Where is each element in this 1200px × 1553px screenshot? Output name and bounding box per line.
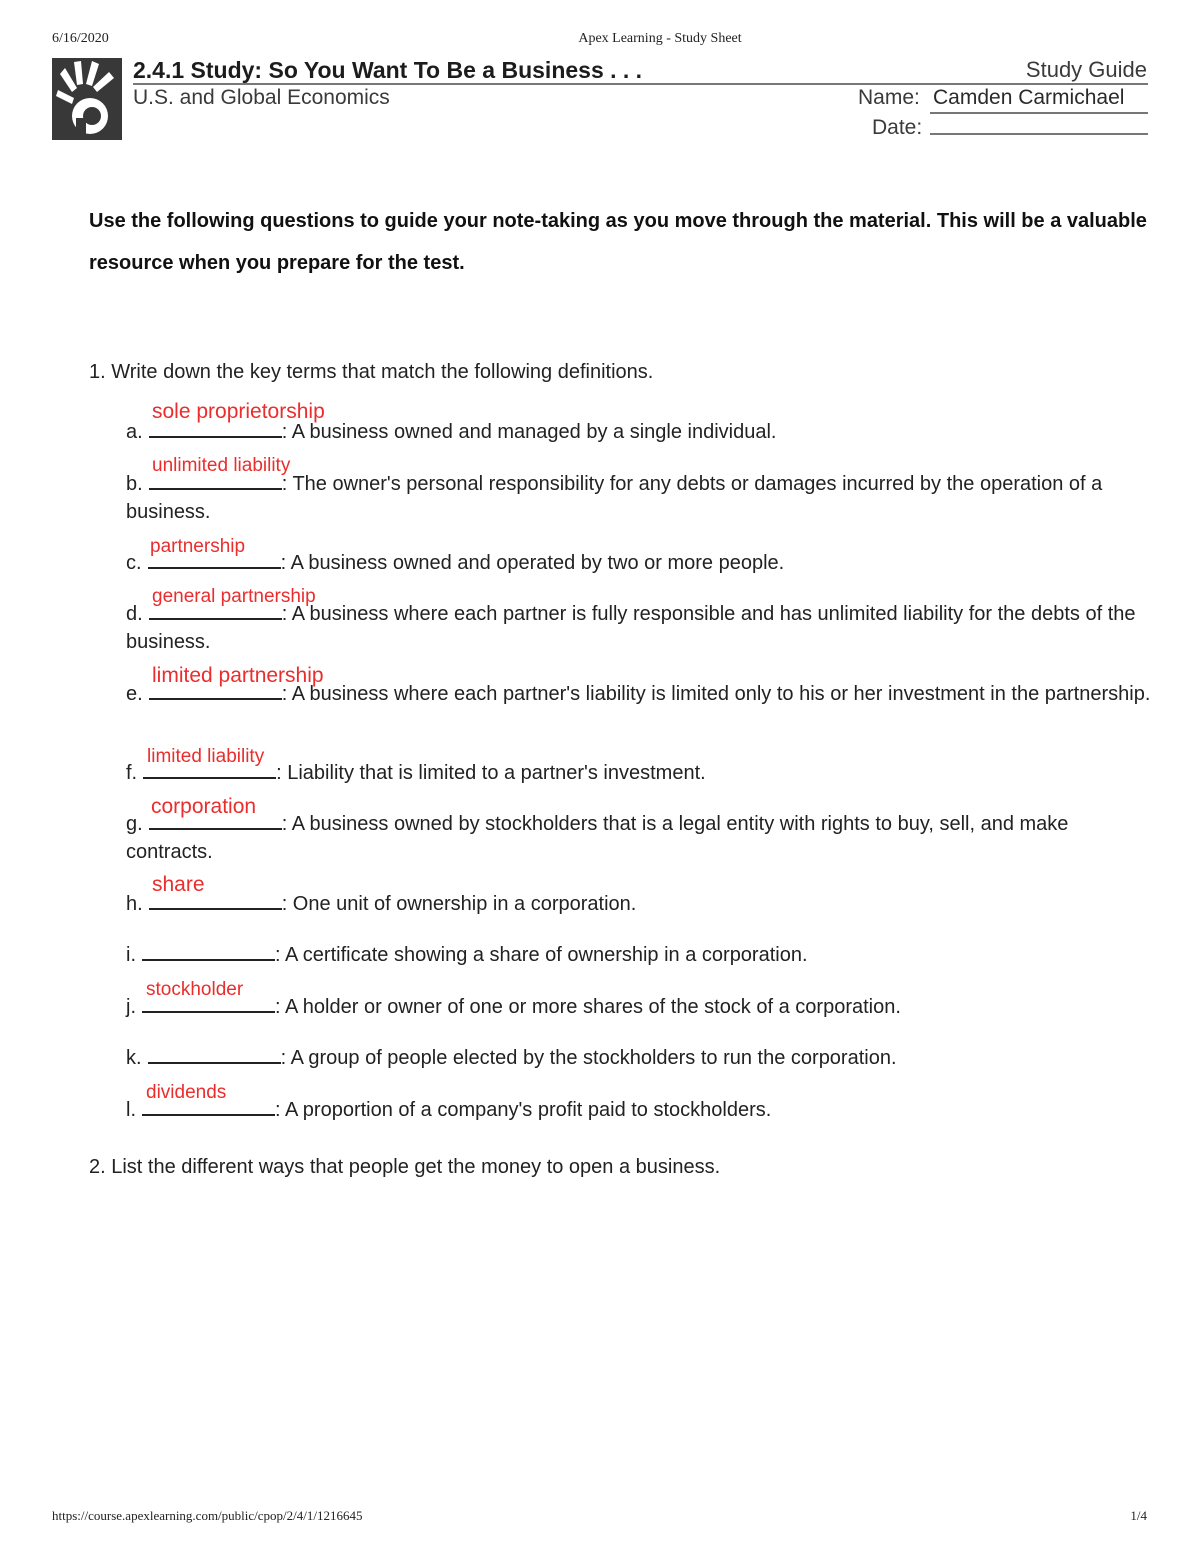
- definition-text: : A business owned and managed by a single individual.: [281, 421, 777, 443]
- definition-text: : A proportion of a company's profit paid to stockholders.: [275, 1099, 772, 1121]
- definition-text: : Liability that is limited to a partner's investment.: [276, 762, 706, 784]
- definition-text: : A business where each partner's liability is limited only to his or her investment in the partnership.: [281, 683, 1151, 705]
- title-divider: [133, 83, 1148, 85]
- answer-blank[interactable]: [149, 600, 282, 620]
- definition-text: : A holder or owner of one or more shares of the stock of a corporation.: [275, 996, 901, 1018]
- item-letter: d.: [126, 603, 143, 625]
- answer-c[interactable]: partnership: [150, 536, 246, 557]
- doc-type-label: Study Guide: [1025, 57, 1147, 82]
- item-letter: e.: [126, 683, 143, 705]
- print-title: Apex Learning - Study Sheet: [578, 31, 742, 46]
- question-1: 1. Write down the key terms that match the following definitions.: [89, 361, 654, 383]
- answer-g[interactable]: corporation: [151, 795, 257, 818]
- answer-blank[interactable]: [148, 1044, 281, 1064]
- answer-blank[interactable]: [143, 759, 276, 779]
- answer-blank[interactable]: [149, 810, 282, 830]
- item-letter: a.: [126, 421, 143, 443]
- answer-blank[interactable]: [149, 418, 282, 438]
- definition-item-g: [126, 810, 1156, 866]
- item-letter: g.: [126, 813, 143, 835]
- item-letter: f.: [126, 762, 138, 784]
- name-field-value[interactable]: Camden Carmichael: [933, 86, 1125, 109]
- definition-text: : A certificate showing a share of ownership in a corporation.: [275, 944, 808, 966]
- footer-url[interactable]: https://course.apexlearning.com/public/cpop/2/4/1/1216645: [52, 1508, 363, 1523]
- answer-blank[interactable]: [149, 470, 282, 490]
- item-letter: i.: [126, 944, 136, 966]
- definition-text: : A business owned by stockholders that is a legal entity with rights to buy, sell, and make contracts.: [126, 813, 1069, 863]
- print-date: 6/16/2020: [52, 31, 109, 46]
- answer-l[interactable]: dividends: [146, 1082, 227, 1103]
- page-number: 1/4: [1130, 1508, 1147, 1523]
- definition-text: : One unit of ownership in a corporation.: [281, 893, 637, 915]
- item-letter: h.: [126, 893, 143, 915]
- answer-blank[interactable]: [149, 890, 282, 910]
- item-letter: l.: [126, 1099, 136, 1121]
- definition-item-d: [126, 600, 1156, 656]
- item-letter: k.: [126, 1047, 142, 1069]
- instructions: Use the following questions to guide your note-taking as you move through the material. This will be a valuable resource when you prepare for the test.: [89, 210, 1147, 274]
- answer-j[interactable]: stockholder: [146, 979, 244, 1000]
- item-letter: b.: [126, 473, 143, 495]
- definition-item-i: [126, 941, 1156, 969]
- date-field-line[interactable]: [930, 133, 1148, 135]
- answer-d[interactable]: general partnership: [152, 586, 316, 607]
- definition-item-b: [126, 470, 1156, 526]
- definition-item-a: [126, 418, 1156, 446]
- item-letter: j.: [126, 996, 136, 1018]
- item-letter: c.: [126, 552, 142, 574]
- answer-blank[interactable]: [149, 680, 282, 700]
- apex-learning-logo-icon: [52, 58, 122, 140]
- page-title: 2.4.1 Study: So You Want To Be a Business . . .: [133, 57, 643, 83]
- definition-item-f: [126, 759, 1156, 787]
- definition-text: : A business owned and operated by two or more people.: [280, 552, 785, 574]
- answer-blank[interactable]: [142, 1096, 275, 1116]
- answer-f[interactable]: limited liability: [147, 746, 265, 767]
- definition-item-l: [126, 1096, 1156, 1124]
- date-label: Date:: [872, 116, 923, 139]
- question-2: 2. List the different ways that people get the money to open a business.: [89, 1156, 721, 1178]
- answer-b[interactable]: unlimited liability: [152, 455, 291, 476]
- answer-e[interactable]: limited partnership: [152, 664, 324, 687]
- definition-item-k: [126, 1044, 1156, 1072]
- name-label: Name:: [858, 86, 920, 109]
- definition-text: : A business where each partner is fully responsible and has unlimited liability for the debts of the business.: [126, 603, 1136, 653]
- answer-blank[interactable]: [142, 993, 275, 1013]
- answer-a[interactable]: sole proprietorship: [152, 400, 325, 423]
- definition-item-j: [126, 993, 1156, 1021]
- course-subtitle: U.S. and Global Economics: [133, 86, 390, 109]
- definition-text: : A group of people elected by the stockholders to run the corporation.: [280, 1047, 897, 1069]
- answer-h[interactable]: share: [152, 873, 205, 896]
- definition-item-e: [126, 680, 1156, 708]
- definition-text: : The owner's personal responsibility for any debts or damages incurred by the operation of a business.: [126, 473, 1103, 523]
- definition-item-h: [126, 890, 1156, 918]
- definition-item-c: [126, 549, 1156, 577]
- answer-blank[interactable]: [148, 549, 281, 569]
- answer-blank[interactable]: [142, 941, 275, 961]
- name-underline: [930, 112, 1148, 114]
